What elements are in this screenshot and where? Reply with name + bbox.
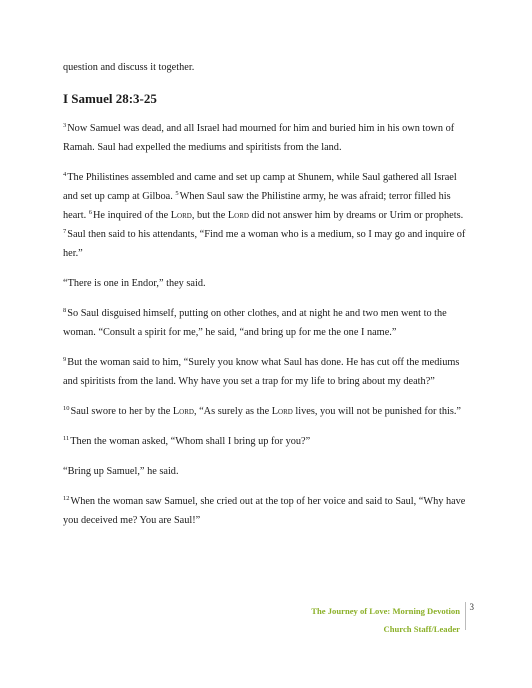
verse-text: lives, you will not be punished for this.” bbox=[292, 406, 461, 417]
divine-name: Lord bbox=[172, 406, 194, 417]
footer-divider bbox=[465, 602, 466, 630]
verse-text: Saul then said to his attendants, “Find me a woman who is a medium, so I may go and inquire of her.” bbox=[63, 229, 466, 259]
verse-text: “Bring up Samuel,” he said. bbox=[63, 466, 179, 477]
page-body bbox=[63, 58, 473, 541]
verse-number: 4 bbox=[63, 170, 67, 178]
intro-text: question and discuss it together. bbox=[63, 62, 195, 73]
verse-number: 12 bbox=[63, 494, 70, 502]
scripture-heading: I Samuel 28:3-25 bbox=[63, 91, 157, 106]
verse-number: 9 bbox=[63, 355, 67, 363]
verse-text: Now Samuel was dead, and all Israel had mourned for him and buried him in his own town of Ramah. Saul had expelled the mediums and spiritists from the land. bbox=[63, 123, 455, 153]
verse-text: He inquired of the bbox=[92, 210, 171, 221]
scripture-passage bbox=[63, 119, 473, 530]
verse-text: Saul swore to her by the bbox=[70, 406, 173, 417]
verse-text: When the woman saw Samuel, she cried out at the top of her voice and said to Saul, “Why have you deceived me? You are Saul!” bbox=[63, 496, 466, 526]
scripture-paragraph bbox=[63, 119, 473, 157]
scripture-paragraph bbox=[63, 402, 473, 421]
verse-number: 7 bbox=[63, 227, 67, 235]
verse-number: 5 bbox=[175, 189, 179, 197]
divine-name: Lord bbox=[271, 406, 293, 417]
verse-text: “There is one in Endor,” they said. bbox=[63, 278, 206, 289]
verse-text: , “As surely as the bbox=[193, 406, 272, 417]
scripture-paragraph bbox=[63, 304, 473, 342]
page-number: 3 bbox=[469, 602, 474, 612]
scripture-paragraph bbox=[63, 274, 473, 293]
verse-number: 8 bbox=[63, 306, 67, 314]
verse-text: Then the woman asked, “Whom shall I bring up for you?” bbox=[70, 436, 311, 447]
footer-title: The Journey of Love: Morning Devotion bbox=[311, 606, 460, 616]
divine-name: Lord bbox=[227, 210, 249, 221]
verse-number: 6 bbox=[88, 208, 92, 216]
scripture-paragraph bbox=[63, 462, 473, 481]
verse-text: When Saul saw the Philistine army, he was afraid; terror filled his heart. bbox=[63, 191, 451, 221]
page-footer bbox=[311, 602, 472, 638]
scripture-paragraph bbox=[63, 353, 473, 391]
verse-text: , but the bbox=[191, 210, 228, 221]
verse-text: So Saul disguised himself, putting on other clothes, and at night he and two men went to the woman. “Consult a spirit for me,” he said, “and bring up for me the one I name.” bbox=[63, 308, 447, 338]
verse-number: 3 bbox=[63, 121, 67, 129]
scripture-paragraph bbox=[63, 432, 473, 451]
verse-number: 10 bbox=[63, 404, 70, 412]
verse-text: The Philistines assembled and came and set up camp at Shunem, while Saul gathered all Israel and set up camp at Gilboa. bbox=[63, 172, 457, 202]
verse-text: But the woman said to him, “Surely you know what Saul has done. He has cut off the mediums and spiritists from the land. Why have you set a trap for my life to bring about my death?” bbox=[63, 357, 460, 387]
verse-number: 11 bbox=[63, 434, 70, 442]
divine-name: Lord bbox=[170, 210, 192, 221]
scripture-paragraph bbox=[63, 168, 473, 263]
scripture-paragraph bbox=[63, 492, 473, 530]
verse-text: did not answer him by dreams or Urim or prophets. bbox=[248, 210, 464, 221]
footer-subtitle: Church Staff/Leader bbox=[383, 624, 460, 634]
